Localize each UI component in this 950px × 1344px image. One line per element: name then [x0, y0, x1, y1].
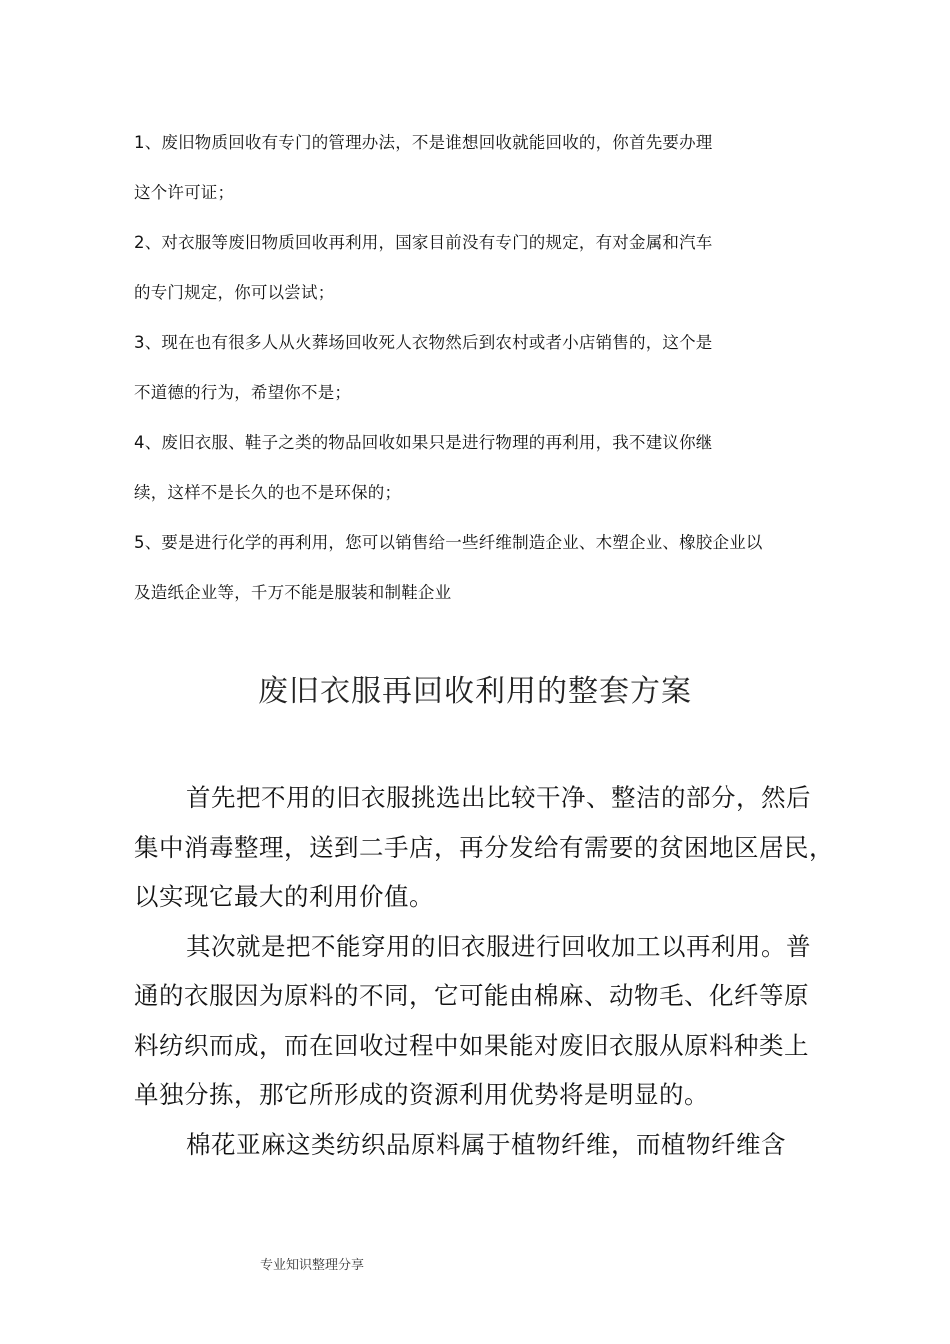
- list-line: 1、废旧物质回收有专门的管理办法，不是谁想回收就能回收的，你首先要办理: [134, 133, 713, 152]
- list-line: 的专门规定，你可以尝试；: [134, 283, 335, 302]
- paragraph-line: 通的衣服因为原料的不同，它可能由棉麻、动物毛、化纤等原: [134, 981, 809, 1010]
- paragraph-line: 其次就是把不能穿用的旧衣服进行回收加工以再利用。普: [186, 931, 811, 961]
- numbered-list: [134, 118, 834, 618]
- list-line: 5、要是进行化学的再利用，您可以销售给一些纤维制造企业、木塑企业、橡胶企业以: [134, 533, 763, 552]
- paragraph-line: 首先把不用的旧衣服挑选出比较干净、整洁的部分，然后: [186, 783, 811, 812]
- list-line: 3、现在也有很多人从火葬场回收死人衣物然后到农村或者小店销售的，这个是: [134, 333, 713, 352]
- list-line: 续，这样不是长久的也不是环保的；: [134, 483, 402, 502]
- list-line: 不道德的行为，希望你不是；: [134, 383, 352, 402]
- page-footer: 专业知识整理分享: [260, 1258, 365, 1273]
- list-line: 这个许可证；: [134, 183, 235, 202]
- document-title: 废旧衣服再回收利用的整套方案: [258, 674, 692, 709]
- paragraph-line: 单独分拣，那它所形成的资源利用优势将是明显的。: [134, 1080, 709, 1109]
- paragraph-line: 以实现它最大的利用价值。: [134, 882, 434, 911]
- list-line: 及造纸企业等，千万不能是服装和制鞋企业: [134, 583, 452, 602]
- list-line: 2、对衣服等废旧物质回收再利用，国家目前没有专门的规定，有对金属和汽车: [134, 233, 713, 252]
- paragraph-line: 棉花亚麻这类纺织品原料属于植物纤维，而植物纤维含: [186, 1129, 786, 1159]
- paragraph-line: 集中消毒整理，送到二手店，再分发给有需要的贫困地区居民，: [134, 832, 834, 862]
- list-line: 4、废旧衣服、鞋子之类的物品回收如果只是进行物理的再利用，我不建议你继: [134, 433, 713, 452]
- body-paragraphs: [134, 773, 834, 1169]
- paragraph-line: 料纺织而成，而在回收过程中如果能对废旧衣服从原料种类上: [134, 1030, 809, 1060]
